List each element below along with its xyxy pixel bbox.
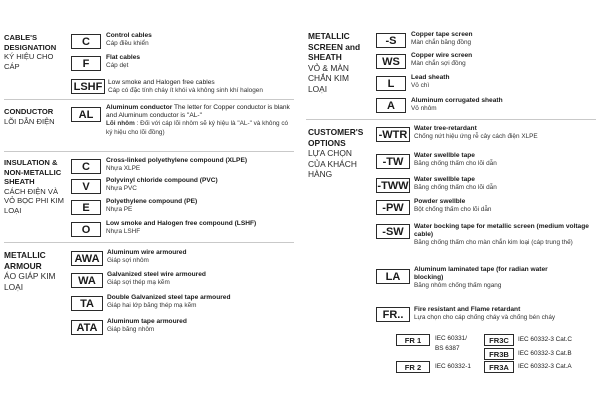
item-en: Aluminum wire armoured bbox=[107, 249, 187, 256]
fr2-desc: IEC 60332-1 bbox=[435, 363, 471, 370]
fr1-desc: IEC 60331/ bbox=[435, 335, 467, 342]
code-box-o-lshf: O bbox=[71, 222, 101, 237]
insulation-title-vi: CÁCH ĐIỆN VÀ VỎ BỌC PHI KIM LOẠI bbox=[4, 186, 64, 215]
code-box-ws: WS bbox=[376, 54, 406, 69]
code-box-f-flat: F bbox=[71, 56, 101, 71]
code-box-fr3b: FR3B bbox=[484, 348, 514, 360]
item-water-blocking-tape bbox=[414, 223, 596, 248]
item-control-cables bbox=[106, 32, 152, 48]
armour-title-vi: ÁO GIÁP KIM LOẠI bbox=[4, 271, 56, 292]
screen-title-en: METALLIC SCREEN and SHEATH bbox=[308, 31, 361, 63]
conductor-title-en: CONDUCTOR bbox=[4, 107, 54, 116]
item-vi: Lựa chọn cho cáp chống cháy và chống bén cháy bbox=[414, 314, 556, 322]
code-box-tw: -TW bbox=[376, 154, 410, 169]
screen-title bbox=[308, 31, 370, 95]
item-vi: Vỏ nhôm bbox=[411, 105, 437, 113]
item-en: Polyvinyl chloride compound (PVC) bbox=[106, 177, 218, 184]
item-ta bbox=[107, 294, 231, 310]
code-box-wtr: -WTR bbox=[376, 127, 410, 142]
code-box-la: LA bbox=[376, 269, 410, 284]
item-vi: Màn chắn băng đồng bbox=[411, 39, 472, 47]
fr1-desc-2: BS 6387 bbox=[435, 345, 460, 352]
divider bbox=[4, 99, 294, 100]
cable-designation-title-vi: KÝ HIỆU CHO CÁP bbox=[4, 52, 54, 71]
item-vi: Cáp có đặc tính cháy ít khói và không sinh khí halogen bbox=[108, 87, 263, 95]
item-pe bbox=[106, 198, 197, 214]
screen-title-vi: VỎ & MÀN CHẮN KIM LOẠI bbox=[308, 62, 349, 94]
item-vi bbox=[106, 120, 296, 136]
item-vi: Nhựa LSHF bbox=[106, 228, 141, 236]
item-vi: Nhựa PVC bbox=[106, 185, 137, 193]
item-lead-sheath bbox=[411, 74, 449, 90]
code-box-fr3c: FR3C bbox=[484, 334, 514, 346]
insulation-title bbox=[4, 158, 66, 216]
item-powder-swellble bbox=[414, 198, 491, 214]
conductor-vi-normal: : Đối với cáp lõi nhôm sẽ ký hiệu là "AL-" và không có ký hiệu cho lõi đồng) bbox=[106, 120, 289, 136]
item-lshf-compound bbox=[106, 220, 256, 236]
code-box-e-pe: E bbox=[71, 200, 101, 215]
code-box-v-pvc: V bbox=[71, 179, 101, 194]
code-box-fr1: FR 1 bbox=[396, 334, 430, 346]
item-fire-resistant bbox=[414, 306, 555, 322]
armour-title bbox=[4, 250, 62, 292]
item-en: Aluminum tape armoured bbox=[107, 318, 187, 325]
item-aluminum-sheath bbox=[411, 97, 503, 113]
item-vi: Băng chống thấm cho lõi dẫn bbox=[414, 160, 497, 168]
item-aluminum-conductor bbox=[106, 104, 296, 137]
item-water-swellble-tape bbox=[414, 152, 497, 168]
item-xlpe bbox=[106, 157, 247, 173]
item-vi: Cáp điều khiển bbox=[106, 40, 149, 48]
item-en: Flat cables bbox=[106, 54, 141, 61]
code-box-awa: AWA bbox=[71, 251, 103, 266]
item-en: Double Galvanized steel tape armoured bbox=[107, 294, 231, 301]
item-en: Aluminum corrugated sheath bbox=[411, 97, 503, 104]
divider bbox=[306, 119, 596, 120]
item-aluminum-laminated-tape bbox=[414, 266, 564, 291]
item-copper-wire-screen bbox=[411, 52, 472, 68]
item-vi: Nhựa XLPE bbox=[106, 165, 141, 173]
options-title-en: CUSTOMER'S OPTIONS bbox=[308, 127, 364, 148]
code-box-fr3a: FR3A bbox=[484, 361, 514, 373]
item-copper-tape-screen bbox=[411, 31, 473, 47]
code-box-a-aluminum: A bbox=[376, 98, 406, 113]
item-en: Aluminum laminated tape (for radian water blocking) bbox=[414, 266, 548, 282]
cable-designation-title-en: CABLE'S DESIGNATION bbox=[4, 33, 57, 52]
options-title-vi: LỰA CHỌN CỦA KHÁCH HÀNG bbox=[308, 148, 357, 180]
item-vi: Bột chống thấm cho lõi dẫn bbox=[414, 206, 492, 214]
code-box-s-copper-tape: -S bbox=[376, 33, 406, 48]
item-en: Cross-linked polyethylene compound (XLPE) bbox=[106, 157, 248, 164]
item-vi: Vỏ chì bbox=[411, 82, 430, 90]
item-ata bbox=[107, 318, 187, 334]
conductor-en-normal: The letter for Copper conductor is blank and Aluminum conductor is "AL-" bbox=[106, 104, 290, 120]
item-vi: Màn chắn sợi đồng bbox=[411, 60, 466, 68]
item-en: Water swellble tape bbox=[414, 176, 475, 183]
conductor-title-vi: LÕI DẪN ĐIỆN bbox=[4, 116, 55, 126]
code-box-tww: -TWW bbox=[377, 179, 409, 192]
fr3c-desc: IEC 60332-3 Cat.C bbox=[518, 336, 572, 343]
item-en: Water bocking tape for metallic screen (medium voltage cable) bbox=[414, 223, 589, 239]
item-awa bbox=[107, 249, 187, 265]
item-en: Galvanized steel wire armoured bbox=[107, 271, 206, 278]
code-box-c-control: C bbox=[71, 34, 101, 49]
conductor-title bbox=[4, 107, 55, 126]
item-en: Control cables bbox=[106, 32, 152, 39]
item-flat-cables bbox=[106, 54, 140, 70]
code-box-l-lead: L bbox=[376, 76, 406, 91]
item-vi: Giáp hai lớp băng thép mạ kẽm bbox=[107, 302, 197, 310]
item-en: Polyethylene compound (PE) bbox=[106, 198, 198, 205]
code-box-al: AL bbox=[71, 107, 101, 122]
code-box-lshf: LSHF bbox=[71, 79, 105, 94]
item-vi: Chống nứt hiệu ứng rễ cây cách điện XLPE bbox=[414, 133, 538, 141]
item-en: Water swellble tape bbox=[414, 152, 475, 159]
item-vi: Giáp sợi thép mạ kẽm bbox=[107, 279, 170, 287]
item-en: Copper tape screen bbox=[411, 31, 473, 38]
code-box-wa: WA bbox=[71, 273, 103, 288]
item-en: Powder swellble bbox=[414, 198, 466, 205]
divider bbox=[4, 242, 294, 243]
item-vi: Băng chống thấm cho màn chắn kim loại (cáp trung thế) bbox=[414, 239, 573, 247]
item-en: Low smoke and Halogen free compound (LSHF) bbox=[106, 220, 257, 227]
item-en: Water tree-retardant bbox=[414, 125, 477, 132]
code-box-ta: TA bbox=[71, 296, 103, 311]
item-water-swellble-tape-2 bbox=[414, 176, 497, 192]
armour-title-en: METALLIC ARMOUR bbox=[4, 250, 46, 271]
item-vi: Băng chống thấm cho lõi dẫn bbox=[414, 184, 497, 192]
code-box-fr: FR.. bbox=[376, 307, 410, 322]
item-en bbox=[106, 104, 296, 120]
code-box-pw: -PW bbox=[376, 200, 410, 215]
options-title bbox=[308, 127, 372, 180]
code-box-fr2: FR 2 bbox=[396, 361, 430, 373]
item-vi: Cáp dẹt bbox=[106, 62, 129, 70]
item-vi: Băng nhôm chống thấm ngang bbox=[414, 282, 502, 290]
item-vi: Nhựa PE bbox=[106, 206, 133, 214]
item-water-tree bbox=[414, 125, 538, 141]
code-box-sw: -SW bbox=[376, 224, 410, 239]
divider bbox=[4, 151, 294, 152]
item-en: Low smoke and Halogen free cables bbox=[108, 79, 215, 86]
fr3b-desc: IEC 60332-3 Cat.B bbox=[518, 350, 572, 357]
item-en: Lead sheath bbox=[411, 74, 450, 81]
code-box-c-xlpe: C bbox=[71, 159, 101, 174]
item-en: Copper wire screen bbox=[411, 52, 473, 59]
insulation-title-en: INSULATION & NON-METALLIC SHEATH bbox=[4, 158, 62, 187]
code-box-ata: ATA bbox=[71, 320, 103, 335]
item-lshf-cables bbox=[108, 79, 263, 95]
item-wa bbox=[107, 271, 206, 287]
fr3a-desc: IEC 60332-3 Cat.A bbox=[518, 363, 572, 370]
cable-designation-title bbox=[4, 33, 64, 71]
item-vi: Giáp băng nhôm bbox=[107, 326, 155, 334]
item-vi: Giáp sợi nhôm bbox=[107, 257, 149, 265]
item-pvc bbox=[106, 177, 218, 193]
item-en: Fire resistant and Flame retardant bbox=[414, 306, 521, 313]
conductor-vi-bold: Lõi nhôm bbox=[106, 120, 135, 128]
conductor-en-bold: Aluminum conductor bbox=[106, 104, 173, 111]
